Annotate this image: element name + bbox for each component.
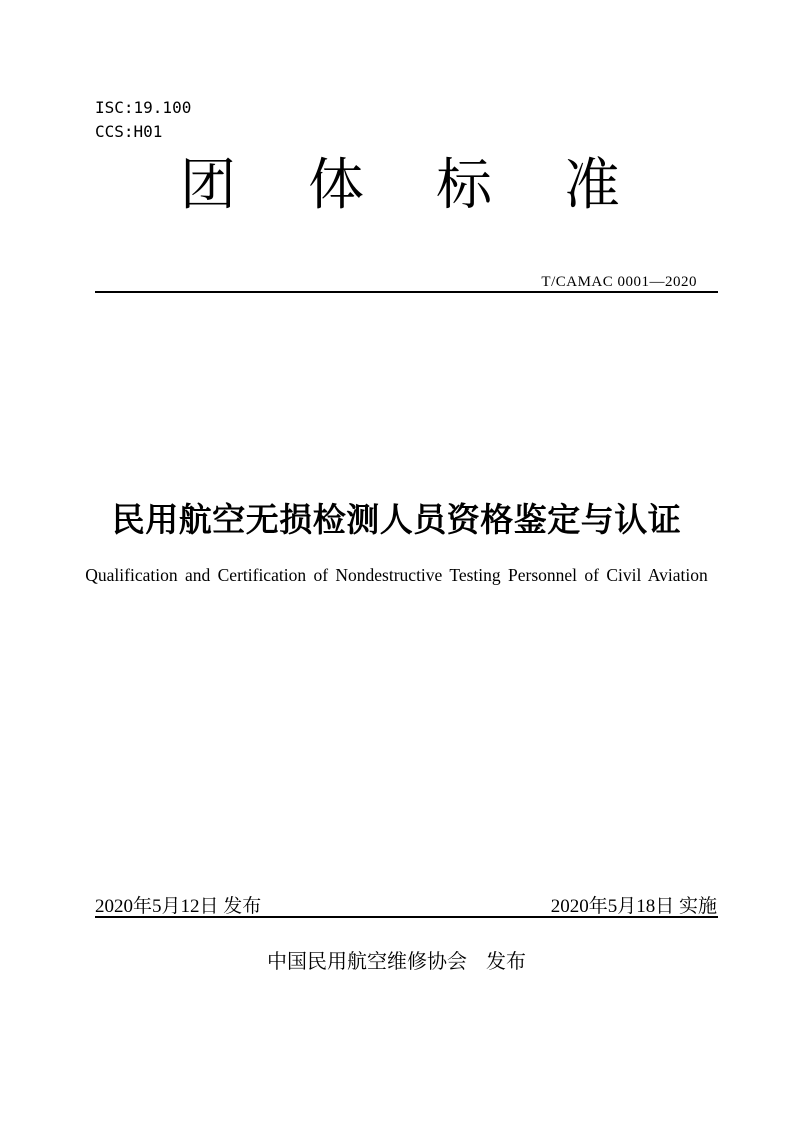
standard-number: T/CAMAC 0001—2020: [541, 274, 697, 290]
ccs-code: CCS:H01: [95, 122, 163, 141]
standard-type-char: 团: [180, 153, 236, 218]
standard-type-heading: [180, 148, 620, 224]
ics-code: ISC:19.100: [95, 98, 192, 117]
standard-type-char: 准: [564, 153, 620, 218]
bottom-divider: [95, 916, 718, 918]
effective-date: 2020年5月18日 实施: [550, 896, 717, 917]
top-divider: [95, 291, 718, 293]
title-chinese: 民用航空无损检测人员资格鉴定与认证: [111, 500, 682, 539]
publisher: 中国民用航空维修协会 发布: [266, 949, 527, 973]
title-english: Qualification and Certification of Nondestructive Testing Personnel of Civil Aviation: [85, 565, 708, 585]
standard-type-char: 体: [308, 153, 364, 218]
standard-type-char: 标: [436, 153, 492, 218]
release-date: 2020年5月12日 发布: [95, 896, 262, 917]
